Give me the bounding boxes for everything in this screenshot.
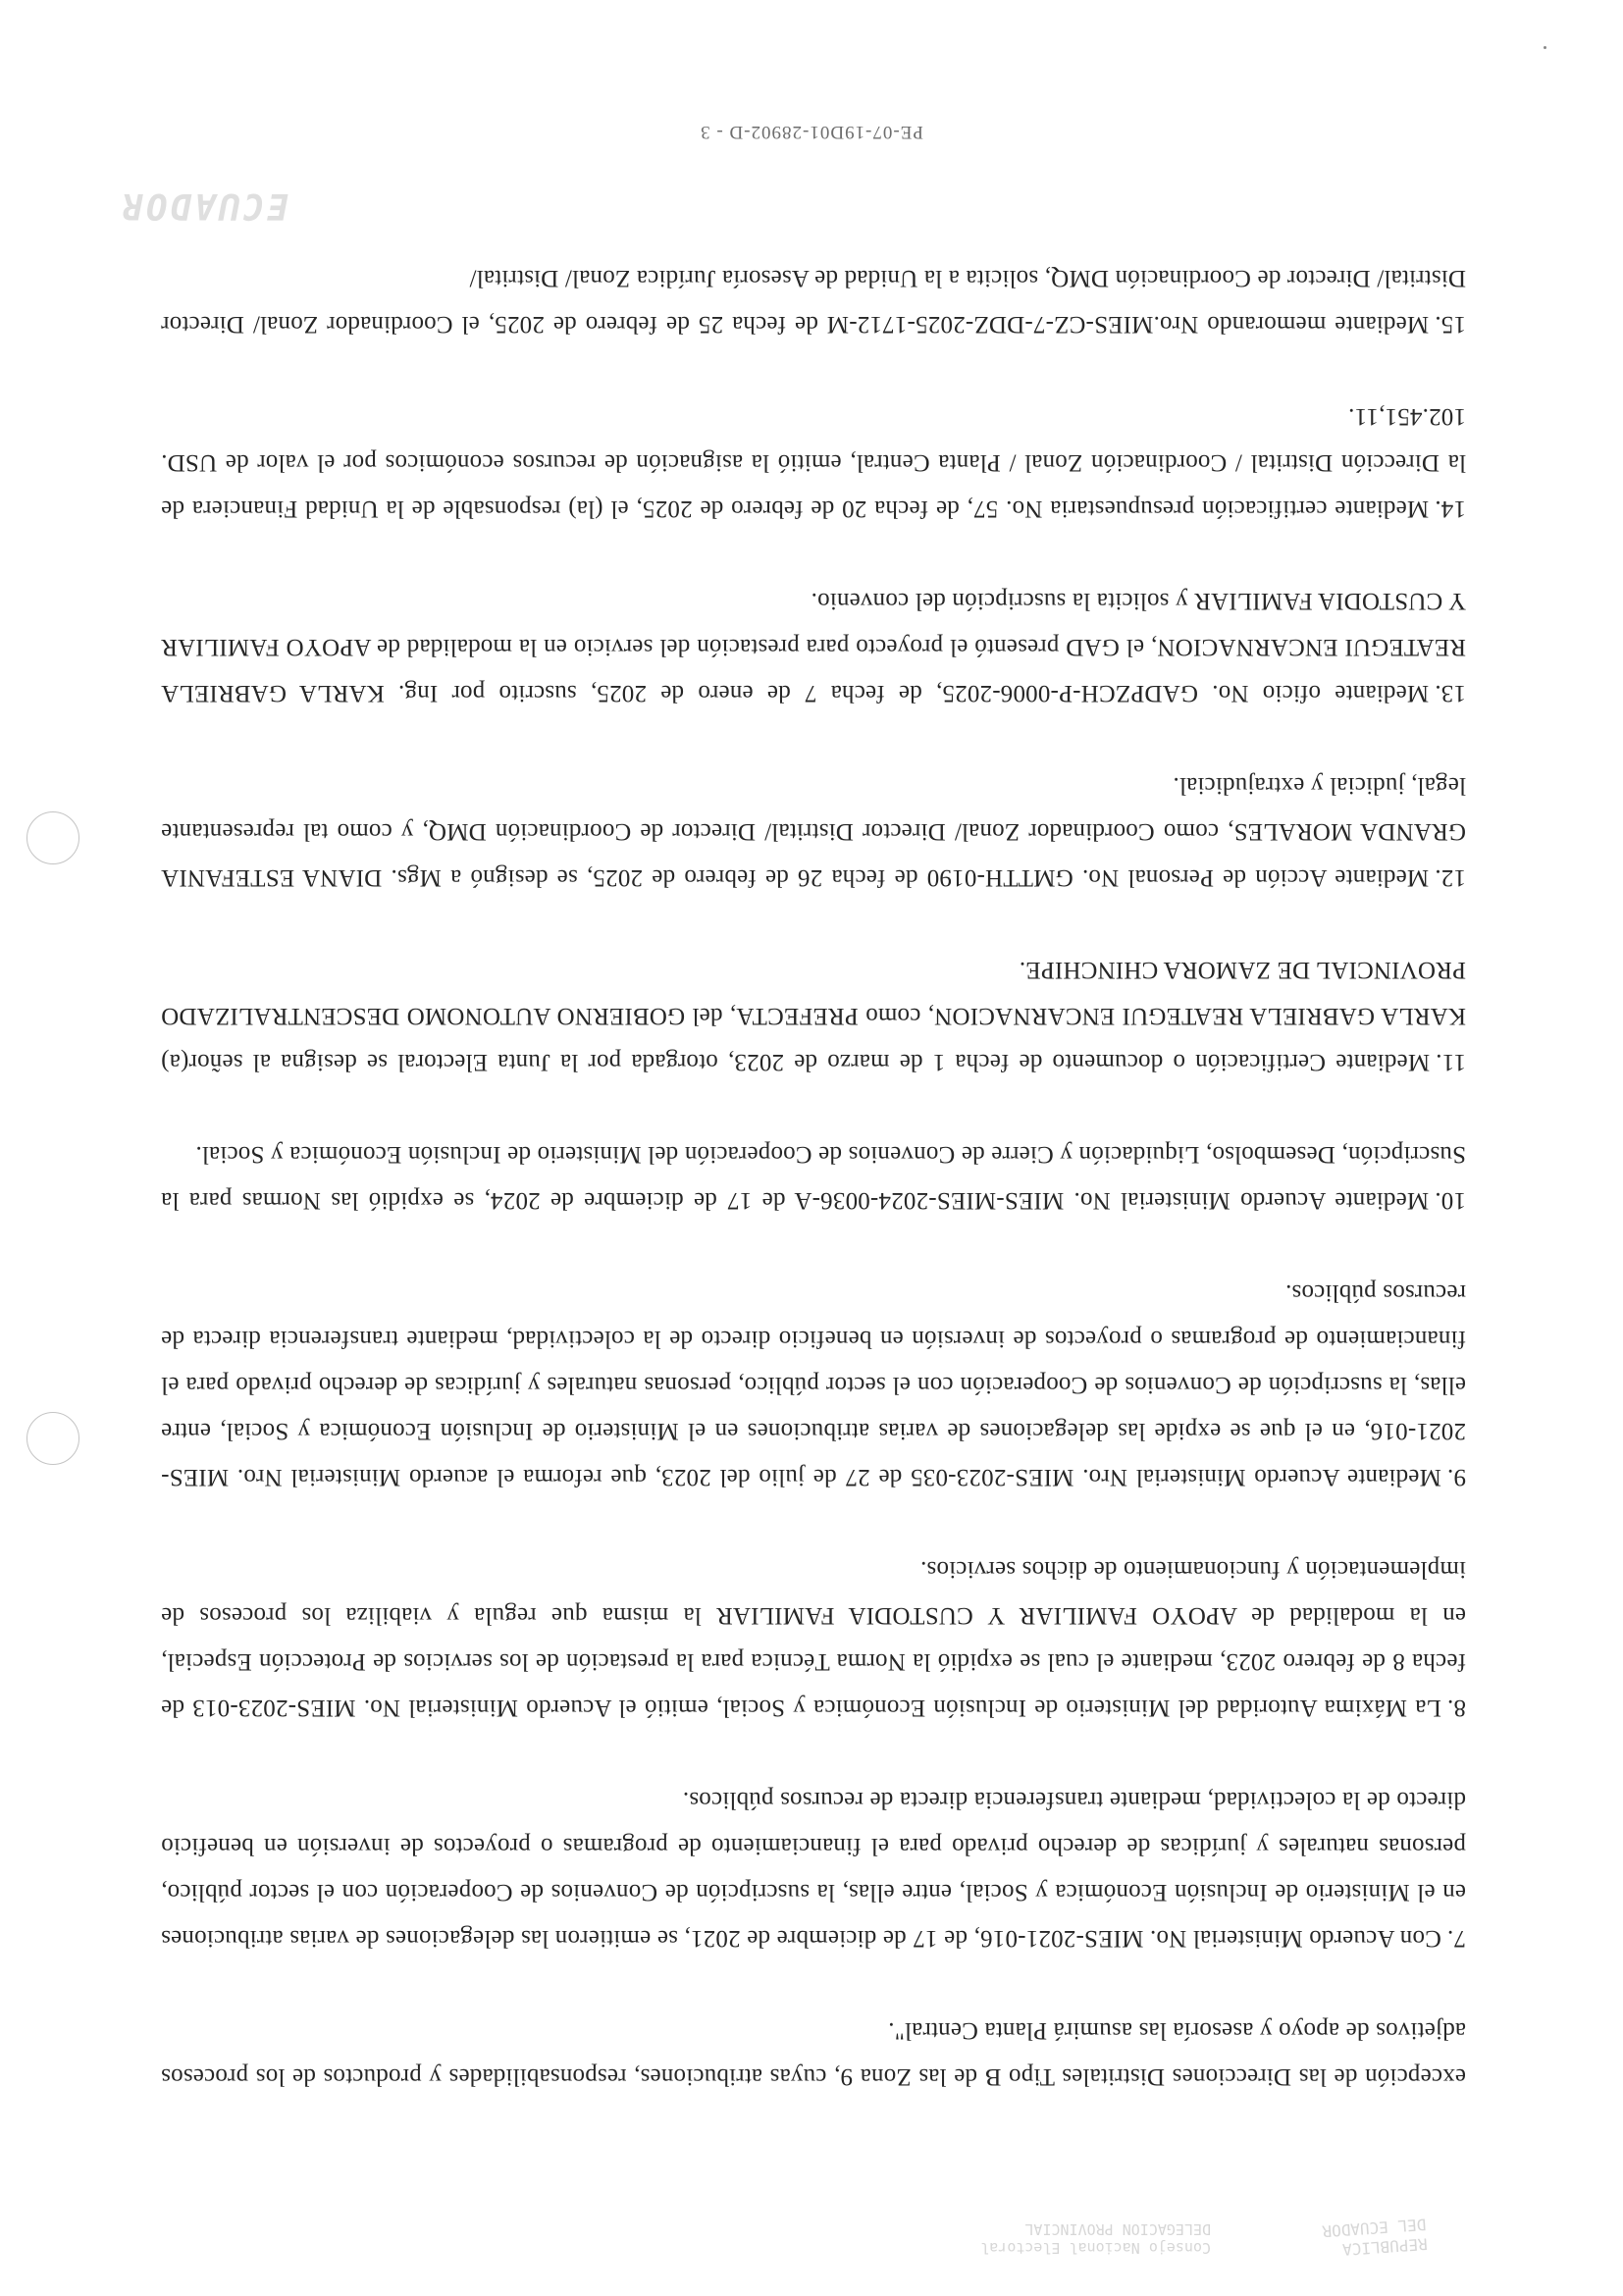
paragraph-text: Mediante Certificación o documento de fecha 1 de marzo de 2023, otorgada por la Junta Electoral se designa al señor(a) KARLA GABRIELA REATEGUI ENCARNACION, como PREFECTA, del GOBIERNO AUTONOMO DESCENTRALIZADO PROVINCIAL DE ZAMORA CHINCHIPE. [161, 957, 1466, 1075]
numbered-paragraph [161, 255, 1466, 347]
paragraph-text: Mediante memorando Nro.MIES-CZ-7-DDZ-2025-1712-M de fecha 25 de febrero de 2025, el Coordinador Zonal/ Director Distrital/ Director de Coordinación DMQ, solicita a la Unidad de Asesoría Jurídica Zonal/ Distrital/ [161, 265, 1466, 338]
paragraph-number: 10. [1435, 1187, 1466, 1214]
faint-stamp-ecuador: ECUADOR [119, 185, 288, 226]
numbered-paragraph [161, 1777, 1466, 1961]
document-body [161, 209, 1466, 2100]
paragraph-text: Con Acuerdo Ministerial No. MIES-2021-016, de 17 de diciembre de 2021, se emitieron las delegaciones de varias atribuciones en el Ministerio de Inclusión Económica y Social, entre ellas, la suscripción de Convenios de Cooperación con el sector público, personas naturales y jurídicas de derecho privado para el financiamiento de programas o proyectos de inversión en beneficio directo de la colectividad, mediante transferencia directa de recursos públicos. [161, 1787, 1466, 1952]
numbered-paragraph [161, 1131, 1466, 1224]
paragraph-text: Mediante oficio No. GADPZCH-P-0006-2025, de fecha 7 de enero de 2025, suscrito por Ing. KARLA GABRIELA REATEGUI ENCARNACION, el GAD presentó el proyecto para prestación del servicio en la modalidad de APOYO FAMILIAR Y CUSTODIA FAMILIAR y solicita la suscripción del convenio. [161, 588, 1466, 706]
paragraph-number: 14. [1435, 496, 1466, 522]
paragraph-number: 12. [1435, 864, 1466, 891]
intro-paragraph [161, 2008, 1466, 2100]
numbered-paragraph [161, 1546, 1466, 1731]
numbered-paragraph [161, 1270, 1466, 1500]
stamp-text: REPUBLICA [1341, 2234, 1429, 2260]
paragraph-number: 9. [1446, 1464, 1466, 1490]
page-code: PE-07-19D01-28902-D - 3 [700, 122, 923, 142]
numbered-paragraph [161, 393, 1466, 532]
numbered-paragraph [161, 578, 1466, 716]
faint-stamp-top-left [1322, 2214, 1429, 2260]
stamp-text: DELEGACION PROVINCIAL [1024, 2220, 1211, 2238]
stamp-text: DEL ECUADOR [1321, 2215, 1427, 2241]
paragraph-text: Mediante Acuerdo Ministerial Nro. MIES-2023-035 de 27 de julio del 2023, que reforma el acuerdo Ministerial Nro. MIES-2021-016, en el que se expide las delegaciones de varias atribuciones en el Ministerio de Inclusión Económica y Social, entre ellas, la suscripción de Convenios de Cooperación con el sector público, personas naturales y jurídicas de derecho privado para el financiamiento de programas o proyectos de inversión en beneficio directo de la colectividad, mediante transferencia directa de recursos públicos. [161, 1279, 1466, 1490]
stamp-text: Consejo Nacional Electoral [980, 2239, 1211, 2257]
paragraph-text: excepción de las Direcciones Distritales Tipo B de las Zona 9, cuyas atribuciones, responsabilidades y productos de los procesos adjetivos de apoyo y asesoría las asumirá Planta Central". [161, 2017, 1466, 2090]
numbered-paragraph [161, 762, 1466, 901]
faint-stamp-top-right [980, 2219, 1211, 2257]
punch-hole [26, 811, 79, 864]
numbered-paragraph [161, 947, 1466, 1085]
paragraph-number: 8. [1446, 1695, 1466, 1721]
paragraph-number: 11. [1436, 1049, 1466, 1075]
paragraph-number: 7. [1446, 1925, 1466, 1952]
paragraph-text: La Máxima Autoridad del Ministerio de Inclusión Económica y Social, emitió el Acuerdo Ministerial No. MIES-2023-013 de fecha 8 de febrero 2023, mediante el cual se expidió la Norma Técnica para la prestación de los servicios de Protección Especial, en la modalidad de APOYO FAMILIAR Y CUSTODIA FAMILIAR la misma que regula y viabiliza los procesos de implementación y funcionamiento de dichos servicios. [161, 1556, 1466, 1721]
scan-speck [1544, 46, 1546, 49]
paragraph-text: Mediante certificación presupuestaria No. 57, de fecha 20 de febrero de 2025, el (la) responsable de la Unidad Financiera de la Dirección Distrital / Coordinación Zonal / Planta Central, emitió la asignación de recursos económicos por el valor de USD. 102.451,11. [161, 403, 1466, 522]
paragraph-text: Mediante Acuerdo Ministerial No. MIES-MIES-2024-0036-A de 17 de diciembre de 2024, se expidió las Normas para la Suscripción, Desembolso, Liquidación y Cierre de Convenios de Cooperación del Ministerio de Inclusión Económica y Social. [161, 1141, 1466, 1214]
paragraph-text: Mediante Acción de Personal No. GMTTH-0190 de fecha 26 de febrero de 2025, se designó a Mgs. DIANA ESTEFANIA GRANDA MORALES, como Coordinador Zonal/ Director Distrital/ Director de Coordinación DMQ, y como tal representante legal, judicial y extrajudicial. [161, 772, 1466, 891]
paragraph-number: 15. [1435, 311, 1466, 338]
paragraph-number: 13. [1435, 680, 1466, 706]
punch-hole [26, 1412, 79, 1465]
